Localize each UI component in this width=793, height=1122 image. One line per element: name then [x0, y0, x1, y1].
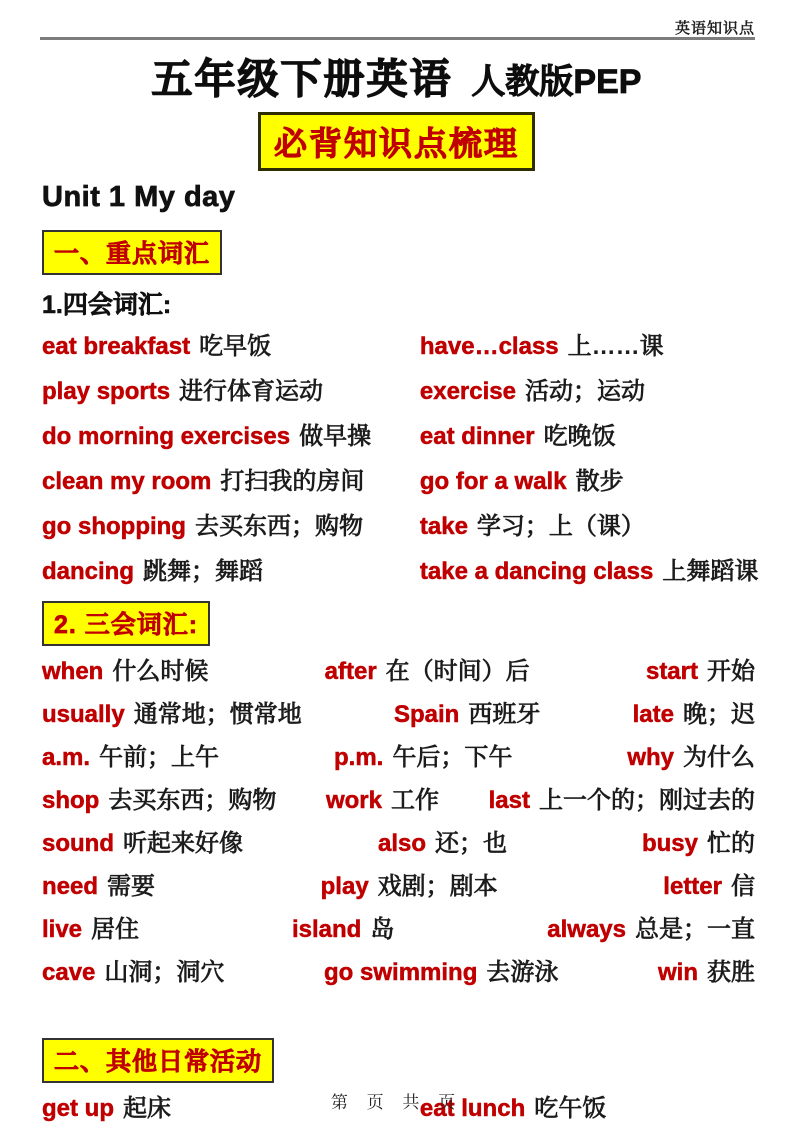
vocab-en: exercise: [419, 378, 516, 405]
vocab-en: go swimming: [324, 959, 478, 986]
vocab-item: [547, 914, 755, 948]
section-badge-wrap: [42, 1038, 755, 1083]
vocab-en: start: [645, 658, 698, 685]
vocab-en: last: [488, 787, 530, 814]
vocab-zh: 西班牙: [468, 701, 541, 728]
vocab-en: live: [42, 916, 83, 943]
vocab-en: go shopping: [42, 513, 186, 540]
vocab-zh: 还；也: [435, 830, 507, 857]
vocab-en: play: [320, 873, 369, 900]
vocab-row: [42, 871, 755, 905]
section-badge: 一、重点词汇: [42, 230, 222, 275]
vocab-zh: 什么时候: [112, 658, 209, 685]
vocab-row: [42, 914, 755, 948]
vocab-en: why: [627, 744, 674, 771]
vocab-item: [324, 957, 558, 991]
vocab-row: [42, 421, 755, 455]
vocab-en: cave: [42, 959, 96, 986]
section-badge: 2. 三会词汇:: [42, 601, 210, 646]
vocab-item: [42, 828, 243, 862]
header-rule: [40, 37, 755, 40]
vocab-zh: 午后；下午: [392, 744, 513, 771]
vocab-item: [627, 742, 755, 776]
vocab-item: [378, 828, 507, 862]
vocab-zh: 去买东西；购物: [108, 787, 277, 814]
vocab-en: p.m.: [334, 744, 384, 771]
vocab-en: shop: [42, 787, 100, 814]
vocab-row: [42, 556, 759, 590]
vocab-item: [42, 511, 420, 545]
vocab-zh: 通常地；惯常地: [133, 701, 302, 728]
vocab-zh: 起床: [123, 1095, 171, 1122]
vocab-item: [334, 742, 512, 776]
vocab-en: win: [657, 959, 698, 986]
vocab-zh: 吃午饭: [534, 1095, 607, 1122]
vocab-en: letter: [663, 873, 722, 900]
vocab-item: [42, 466, 420, 500]
vocab-zh: 工作: [390, 787, 439, 814]
vocab-zh: 山洞；洞穴: [104, 959, 225, 986]
vocab-zh: 学习；上（课）: [476, 513, 645, 540]
vocab-row: [42, 656, 755, 690]
vocab-row: [42, 376, 755, 410]
vocab-en: sound: [42, 830, 114, 857]
vocab-zh: 去买东西；购物: [194, 513, 363, 540]
vocab-item: [42, 871, 155, 905]
vocab-en: dancing: [42, 558, 135, 585]
vocab-zh: 居住: [91, 916, 140, 943]
vocab-item: [42, 785, 276, 819]
vocab-item: [419, 556, 759, 590]
vocab-en: after: [324, 658, 377, 685]
vocab-row: [42, 466, 755, 500]
vocab-en: island: [291, 916, 362, 943]
vocab-en: eat dinner: [419, 423, 535, 450]
vocab-en: do morning exercises: [42, 423, 291, 450]
vocab-item: [42, 556, 420, 590]
vocab-row: [42, 785, 755, 819]
vocab-en: usually: [42, 701, 125, 728]
vocab-zh: 总是；一直: [635, 916, 755, 943]
vocab-zh: 去游泳: [486, 959, 559, 986]
vocab-en: get up: [42, 1095, 114, 1122]
section-badge-wrap: [42, 601, 755, 646]
vocab-en: clean my room: [42, 468, 212, 495]
vocab-zh: 戏剧；剧本: [377, 873, 498, 900]
vocab-item: [42, 957, 224, 991]
vocab-zh: 晚；迟: [683, 701, 755, 728]
vocab-en: need: [42, 873, 99, 900]
title-sub: 人教版PEP: [471, 63, 642, 101]
vocab-item: [394, 699, 540, 733]
vocab-item: [42, 331, 420, 365]
vocab-row: [42, 828, 755, 862]
vocab-item: [420, 331, 755, 365]
vocab-en: Spain: [394, 701, 460, 728]
vocab-en: also: [377, 830, 426, 857]
title-main: 五年级下册英语: [151, 56, 453, 102]
vocab-content: [42, 228, 759, 1122]
vocab-row: [42, 511, 755, 545]
vocab-zh: 岛: [370, 916, 395, 943]
vocab-en: work: [325, 787, 382, 814]
vocab-item: [489, 785, 755, 819]
vocab-en: busy: [641, 830, 698, 857]
vocab-en: take a dancing class: [419, 558, 654, 585]
vocab-en: eat lunch: [419, 1095, 526, 1122]
subtitle-badge: 必背知识点梳理: [258, 112, 535, 171]
vocab-zh: 听起来好像: [123, 830, 243, 857]
vocab-zh: 开始: [707, 658, 755, 685]
vocab-zh: 做早操: [299, 423, 372, 450]
vocab-row: [42, 957, 755, 991]
vocab-item: [326, 785, 439, 819]
corner-label: 英语知识点: [674, 20, 755, 37]
vocab-zh: 活动；运动: [524, 378, 645, 405]
vocab-zh: 吃晚饭: [543, 423, 616, 450]
vocab-zh: 午前；上午: [99, 744, 220, 771]
unit-heading: Unit 1 My day: [42, 181, 236, 213]
vocab-item: [325, 656, 530, 690]
vocab-item: [420, 376, 755, 410]
vocab-zh: 上舞蹈课: [662, 558, 759, 585]
page-footer: 第 页 共 页: [330, 1093, 463, 1112]
vocab-en: late: [632, 701, 674, 728]
vocab-item: [42, 742, 219, 776]
vocab-row: [42, 699, 755, 733]
vocab-en: take: [419, 513, 468, 540]
vocab-item: [420, 466, 755, 500]
vocab-en: always: [547, 916, 626, 943]
vocab-zh: 在（时间）后: [385, 658, 530, 685]
vocab-item: [420, 421, 755, 455]
vocab-zh: 散步: [575, 468, 624, 495]
vocab-item: [646, 656, 755, 690]
vocab-row: [42, 742, 755, 776]
vocab-item: [321, 871, 498, 905]
section-spacer: [42, 1000, 755, 1036]
subtitle-badge-wrap: [0, 112, 793, 171]
vocab-zh: 为什么: [683, 744, 755, 771]
vocab-zh: 获胜: [706, 959, 755, 986]
vocab-item: [42, 421, 420, 455]
vocab-zh: 进行体育运动: [179, 378, 324, 405]
vocab-zh: 上……课: [567, 333, 664, 360]
vocab-en: when: [42, 658, 104, 685]
vocab-item: [42, 376, 420, 410]
vocab-item: [42, 914, 139, 948]
vocab-zh: 需要: [107, 873, 156, 900]
section-badge: 二、其他日常活动: [42, 1038, 274, 1083]
vocab-en: a.m.: [42, 744, 91, 771]
vocab-zh: 吃早饭: [199, 333, 272, 360]
vocab-item: [420, 511, 755, 545]
vocab-item: [663, 871, 755, 905]
vocab-item: [633, 699, 755, 733]
vocab-item: [42, 699, 302, 733]
vocab-zh: 信: [730, 873, 755, 900]
vocab-zh: 打扫我的房间: [220, 468, 365, 495]
section-subheading: 1.四会词汇:: [42, 291, 172, 319]
vocab-item: [292, 914, 394, 948]
vocab-en: eat breakfast: [42, 333, 191, 360]
vocab-en: have…class: [419, 333, 559, 360]
vocab-zh: 跳舞；舞蹈: [143, 558, 264, 585]
vocab-row: [42, 331, 755, 365]
vocab-en: play sports: [42, 378, 171, 405]
vocab-item: [42, 656, 208, 690]
vocab-en: go for a walk: [419, 468, 567, 495]
vocab-item: [658, 957, 755, 991]
vocab-zh: 忙的: [706, 830, 755, 857]
section-badge-wrap: [42, 230, 755, 275]
vocab-zh: 上一个的；刚过去的: [538, 787, 755, 814]
page-title: [0, 46, 793, 105]
vocab-item: [642, 828, 755, 862]
